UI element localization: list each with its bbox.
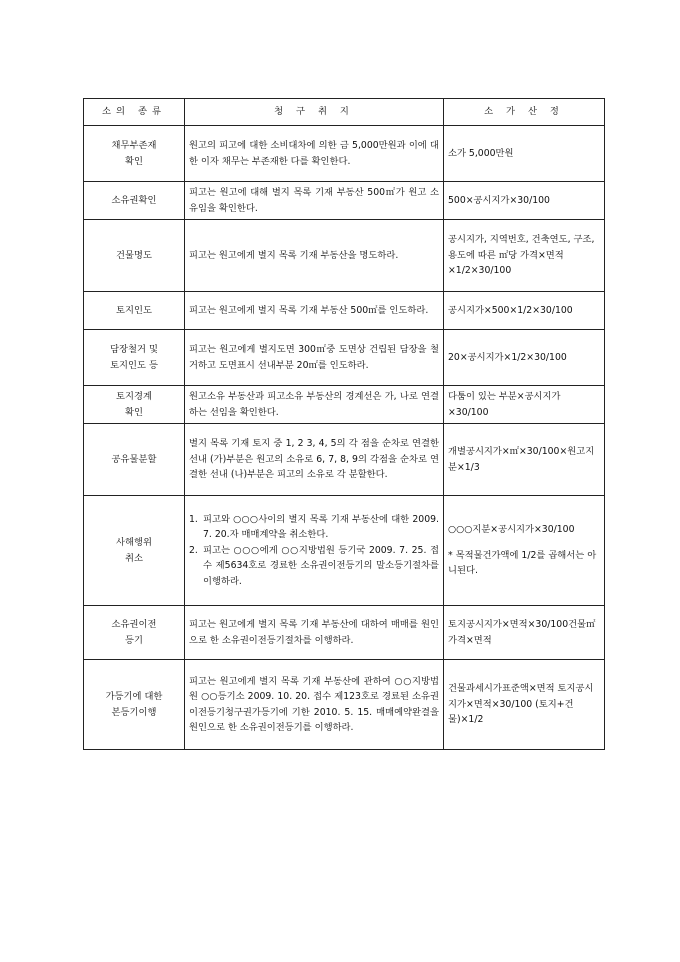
case-type: 건물명도 xyxy=(84,220,185,292)
table-row xyxy=(84,424,605,496)
claim-list xyxy=(185,496,444,606)
value-calc: 500×공시지가×30/100 xyxy=(444,182,605,220)
header-claim: 청 구 취 지 xyxy=(185,99,444,126)
value-calc: 20×공시지가×1/2×30/100 xyxy=(444,330,605,386)
claim-text: 피고는 원고에게 별지 목록 기재 부동산에 관하여 ○○지방법원 ○○등기소 2009. 10. 20. 접수 제123호로 경료된 소유권이전등기청구권가등기에 기한 2010. 5. 15. 매매예약완결을 원인으로 한 소유권이전등기를 이행하라. xyxy=(185,660,444,750)
claim-item-number: 1. xyxy=(189,513,198,525)
case-type: 채무부존재 확인 xyxy=(84,126,185,182)
table-row xyxy=(84,386,605,424)
claim-text: 피고는 원고에게 별지 목록 기재 부동산에 대하여 매매를 원인으로 한 소유권이전등기절차를 이행하라. xyxy=(185,606,444,660)
claim-item xyxy=(189,543,439,590)
case-type: 공유물분할 xyxy=(84,424,185,496)
table-row xyxy=(84,606,605,660)
value-calc: 공시지가, 지역번호, 건축연도, 구조, 용도에 따른 ㎡당 가격×면적×1/2×30/100 xyxy=(444,220,605,292)
value-calc: 다툼이 있는 부분×공시지가×30/100 xyxy=(444,386,605,424)
table-row xyxy=(84,330,605,386)
lawsuit-value-table xyxy=(83,98,605,750)
claim-text: 원고소유 부동산과 피고소유 부동산의 경계선은 가, 나로 연결하는 선임을 확인한다. xyxy=(185,386,444,424)
claim-text: 별지 목록 기재 토지 중 1, 2 3, 4, 5의 각 점을 순차로 연결한 선내 (가)부분은 원고의 소유로 6, 7, 8, 9의 각점을 순차로 연결한 선내 (나)부분은 피고의 소유로 각 분할한다. xyxy=(185,424,444,496)
table-row xyxy=(84,220,605,292)
claim-text: 피고는 원고에 대해 별지 목록 기재 부동산 500㎡가 원고 소유임을 확인한다. xyxy=(185,182,444,220)
value-note: * 목적물건가액에 1/2를 곱해서는 아니된다. xyxy=(448,549,597,577)
claim-text: 원고의 피고에 대한 소비대차에 의한 금 5,000만원과 이에 대한 이자 채무는 부존재한 다를 확인한다. xyxy=(185,126,444,182)
case-type: 소유권확인 xyxy=(84,182,185,220)
header-case-type: 소의 종류 xyxy=(84,99,185,126)
case-type: 소유권이전 등기 xyxy=(84,606,185,660)
case-type: 토지경계 확인 xyxy=(84,386,185,424)
value-calc: 개별공시지가×㎡×30/100×원고지분×1/3 xyxy=(444,424,605,496)
case-type: 가등기에 대한 본등기이행 xyxy=(84,660,185,750)
claim-text: 피고는 원고에게 별지 목록 기재 부동산을 명도하라. xyxy=(185,220,444,292)
table-row xyxy=(84,660,605,750)
claim-item-number: 2. xyxy=(189,544,198,556)
claim-items xyxy=(189,512,439,590)
claim-item xyxy=(189,512,439,543)
table-header-row xyxy=(84,99,605,126)
claim-item-text: 피고는 ○○○에게 ○○지방법원 등기국 2009. 7. 25. 접수 제5634호로 경료한 소유권이전등기의 말소등기절차를 이행하라. xyxy=(203,544,439,587)
case-type: 담장철거 및 토지인도 등 xyxy=(84,330,185,386)
value-calc-cell xyxy=(444,496,605,606)
claim-item-text: 피고와 ○○○사이의 별지 목록 기재 부동산에 대한 2009. 7. 20.자 매매계약을 취소한다. xyxy=(203,513,439,541)
value-calc: 소가 5,000만원 xyxy=(444,126,605,182)
value-calc: 토지공시지가×면적×30/100건물㎡가격×면적 xyxy=(444,606,605,660)
claim-text: 피고는 원고에게 별지도면 300㎡중 도면상 건립된 담장을 철거하고 도면표시 선내부분 20㎡를 인도하라. xyxy=(185,330,444,386)
value-calc: ○○○지분×공시지가×30/100 xyxy=(448,524,575,536)
case-type: 토지인도 xyxy=(84,292,185,330)
case-type: 사해행위 취소 xyxy=(84,496,185,606)
header-value-calc: 소 가 산 정 xyxy=(444,99,605,126)
table-row xyxy=(84,496,605,606)
table-row xyxy=(84,182,605,220)
table-row xyxy=(84,126,605,182)
value-calc: 공시지가×500×1/2×30/100 xyxy=(444,292,605,330)
claim-text: 피고는 원고에게 별지 목록 기재 부동산 500㎡를 인도하라. xyxy=(185,292,444,330)
value-calc: 건물과세시가표준액×면적 토지공시지가×면적×30/100 (토지+건물)×1/2 xyxy=(444,660,605,750)
table-row xyxy=(84,292,605,330)
